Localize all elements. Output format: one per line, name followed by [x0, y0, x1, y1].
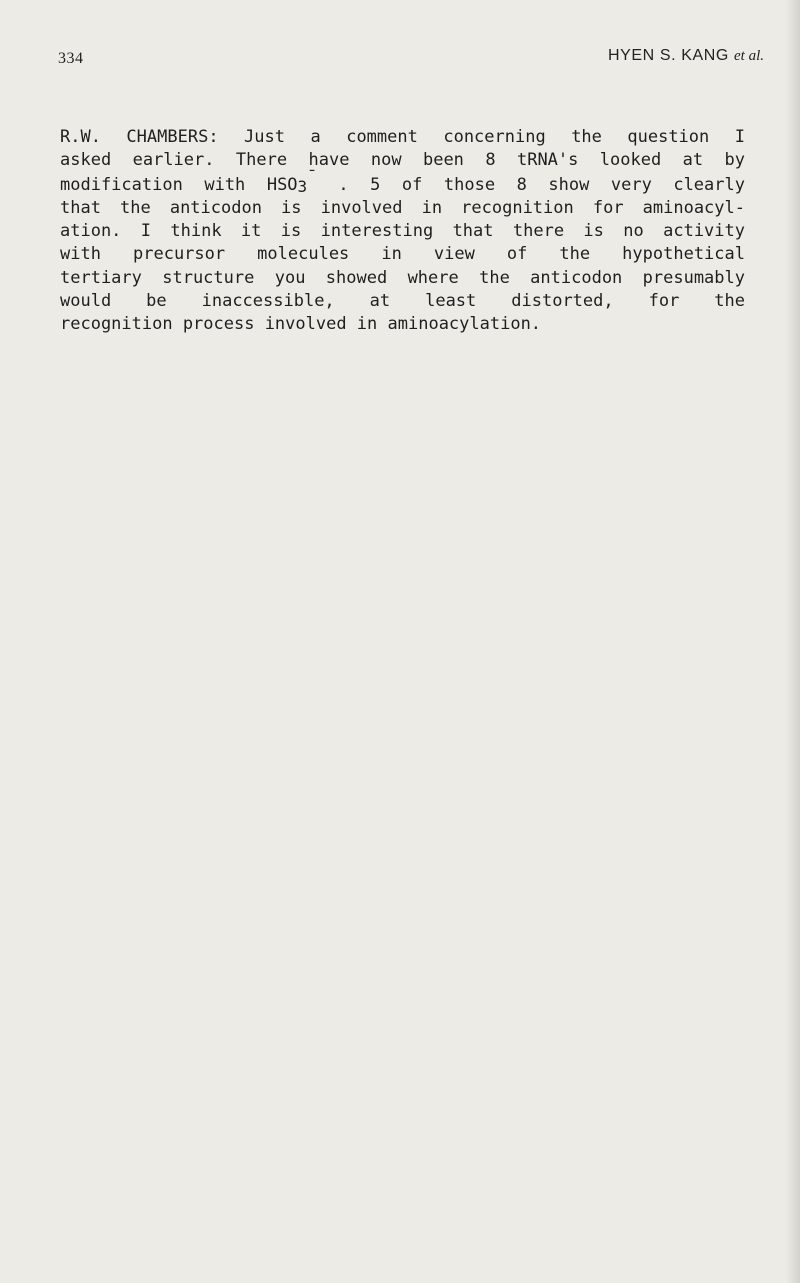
line3-start: modification with	[60, 174, 267, 195]
ion-charge: ¯	[307, 166, 317, 186]
page-edge-shadow	[786, 0, 800, 1283]
line3-end: . 5 of those 8 show very clearly	[316, 174, 745, 195]
bisulfite-formula	[266, 166, 317, 196]
paragraph-line-6: with precursor molecules in view of the hypothetical	[60, 244, 745, 265]
paragraph-line-8: would be inaccessible, at least distorted, for the	[60, 291, 745, 312]
running-head-author: HYEN S. KANG	[607, 47, 729, 64]
page-number: 334	[58, 50, 84, 67]
running-head-etal: et al.	[734, 48, 764, 64]
paragraph-line-5: ation. I think it is interesting that there is no activity	[60, 221, 745, 242]
ion-subscript: 3	[297, 176, 308, 196]
paragraph-line-7: tertiary structure you showed where the anticodon presumably	[60, 267, 745, 288]
discussion-paragraph	[60, 126, 745, 337]
paragraph-line-9: recognition process involved in aminoacylation.	[60, 314, 542, 335]
paragraph-line-1: R.W. CHAMBERS: Just a comment concerning the question I	[60, 127, 745, 147]
ion-base: HSO	[266, 174, 298, 195]
paragraph-line-3	[60, 166, 745, 197]
paragraph-line-2: asked earlier. There have now been 8 tRNA's looked at by	[60, 150, 745, 171]
running-head	[608, 47, 764, 65]
paragraph-line-4: that the anticodon is involved in recognition for aminoacyl-	[60, 197, 745, 218]
